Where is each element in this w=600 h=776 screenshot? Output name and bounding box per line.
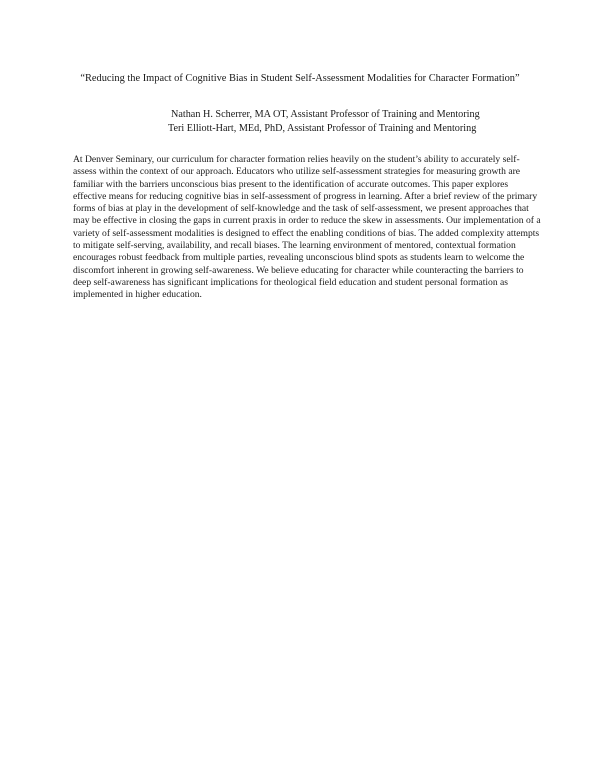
abstract-paragraph: At Denver Seminary, our curriculum for character formation relies heavily on the student’s ability to accurately self-assess within the context of our approach. Educators who utilize self-assessment strategies for measuring growth are familiar with the barriers unconscious bias present to the identification of accurate outcomes. This paper explores effective means for reducing cognitive bias in self-assessment of progress in learning. After a brief review of the primary forms of bias at play in the development of self-knowledge and the task of self-assessment, we present approaches that may be effective in closing the gaps in current praxis in order to reduce the skew in assessments. Our implementation of a variety of self-assessment modalities is designed to effect the enabling conditions of bias. The added complexity attempts to mitigate self-serving, availability, and recall biases. The learning environment of mentored, contextual formation encourages robust feedback from multiple parties, revealing unconscious blind spots as students learn to welcome the discomfort inherent in growing self-awareness. We believe educating for character while counteracting the barriers to deep self-awareness has significant implications for theological field education and student personal formation as implemented in higher education.	[73, 154, 541, 301]
paper-title: “Reducing the Impact of Cognitive Bias in Student Self-Assessment Modalities for Character Formation”	[80, 73, 520, 84]
author-block	[168, 108, 548, 136]
author-line: Nathan H. Scherrer, MA OT, Assistant Professor of Training and Mentoring	[171, 109, 480, 120]
author-line: Teri Elliott-Hart, MEd, PhD, Assistant Professor of Training and Mentoring	[168, 123, 477, 134]
